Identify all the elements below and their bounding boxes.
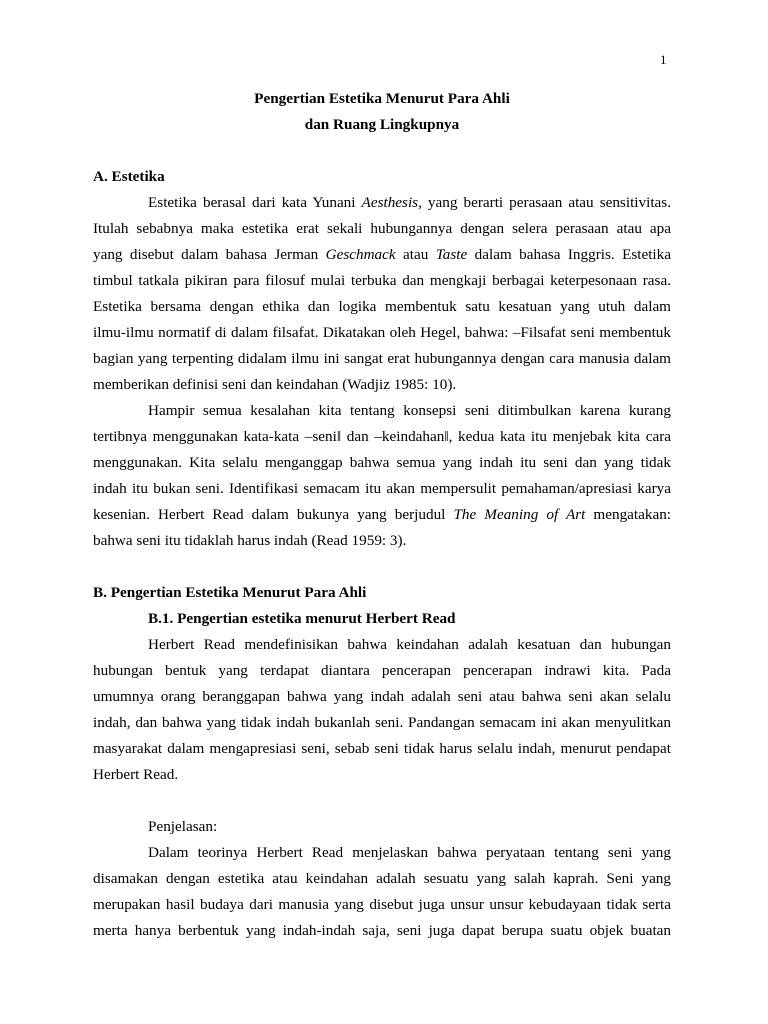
text-segment: Dalam teorinya Herbert Read menjelaskan bahwa peryataan tentang seni yang bbox=[148, 844, 671, 861]
italic-term: Aesthesis bbox=[361, 194, 419, 211]
text-line bbox=[93, 424, 671, 450]
text-line bbox=[93, 476, 671, 502]
italic-term: Taste bbox=[435, 246, 468, 263]
text-segment: yang disebut dalam bahasa Jerman bbox=[93, 246, 326, 263]
text-segment: kesenian. Herbert Read dalam bukunya yang berjudul bbox=[93, 506, 454, 523]
text-segment: merta hanya berbentuk yang indah-indah saja, seni juga dapat berupa suatu objek buatan bbox=[93, 922, 671, 939]
text-line bbox=[93, 736, 671, 762]
text-line bbox=[93, 502, 671, 528]
section-b1-paragraph-2 bbox=[93, 840, 671, 944]
text-line bbox=[93, 294, 671, 320]
text-segment: disamakan dengan estetika atau keindahan adalah sesuatu yang salah kaprah. Seni yang bbox=[93, 870, 671, 887]
text-segment: Estetika bersama dengan ethika dan logika membentuk satu kesatuan yang utuh dalam bbox=[93, 298, 671, 315]
text-line bbox=[93, 268, 671, 294]
text-segment: masyarakat dalam mengapresiasi seni, sebab seni tidak harus selalu indah, menurut pendapat bbox=[93, 740, 671, 757]
text-line bbox=[93, 242, 671, 268]
text-segment: indah itu bukan seni. Identifikasi semacam itu akan mempersulit pemahaman/apresiasi karya bbox=[93, 480, 671, 497]
text-line bbox=[93, 710, 671, 736]
document-content bbox=[93, 86, 671, 944]
text-line bbox=[93, 918, 671, 944]
italic-term: The Meaning of Art bbox=[453, 506, 586, 523]
section-b1-heading: B.1. Pengertian estetika menurut Herbert Read bbox=[148, 610, 456, 627]
document-title-line-1: Pengertian Estetika Menurut Para Ahli bbox=[254, 90, 510, 107]
text-segment: ilmu-ilmu normatif di dalam filsafat. Dikatakan oleh Hegel, bahwa: –Filsafat seni membentuk bbox=[93, 324, 671, 341]
text-line bbox=[93, 372, 671, 398]
text-segment: atau bbox=[395, 246, 436, 263]
explanation-label: Penjelasan: bbox=[148, 818, 218, 835]
text-segment: memberikan definisi seni dan keindahan (Wadjiz 1985: 10). bbox=[93, 376, 457, 393]
text-segment: bahwa seni itu tidaklah harus indah (Read 1959: 3). bbox=[93, 532, 407, 549]
text-line bbox=[93, 190, 671, 216]
page-number: 1 bbox=[660, 52, 667, 67]
text-segment: hubungan bentuk yang terdapat diantara pencerapan pencerapan indrawi kita. Pada bbox=[93, 662, 671, 679]
text-segment: indah, dan bahwa yang tidak indah bukanlah seni. Pandangan semacam ini akan menyulitkan bbox=[93, 714, 671, 731]
text-segment: , yang berarti perasaan atau sensitivitas. bbox=[418, 194, 671, 211]
text-line bbox=[93, 658, 671, 684]
text-segment: Itulah sebabnya maka estetika erat sekali hubungannya dengan selera perasaan atau apa bbox=[93, 220, 671, 237]
section-b1-paragraph-1 bbox=[93, 632, 671, 788]
text-line bbox=[93, 866, 671, 892]
text-line bbox=[93, 632, 671, 658]
text-segment: dalam bahasa Inggris. Estetika bbox=[467, 246, 671, 263]
section-a-heading: A. Estetika bbox=[93, 168, 165, 185]
document-title-line-2: dan Ruang Lingkupnya bbox=[304, 116, 460, 133]
text-line bbox=[93, 684, 671, 710]
text-segment: tertibnya menggunakan kata-kata –seni‖ dan –keindahan‖, kedua kata itu menjebak kita cara bbox=[93, 428, 671, 445]
section-a-paragraph-2 bbox=[93, 398, 671, 554]
text-segment: merupakan hasil budaya dari manusia yang disebut juga unsur unsur kebudayaan tidak serta bbox=[93, 896, 671, 913]
text-line bbox=[93, 528, 671, 554]
text-segment: Herbert Read mendefinisikan bahwa keindahan adalah kesatuan dan hubungan bbox=[148, 636, 671, 653]
text-segment: umumnya orang beranggapan bahwa yang indah adalah seni atau bahwa seni akan selalu bbox=[93, 688, 671, 705]
text-segment: menggunakan. Kita selalu menganggap bahwa semua yang indah itu seni dan yang tidak bbox=[93, 454, 671, 471]
text-line bbox=[93, 840, 671, 866]
text-line bbox=[93, 892, 671, 918]
text-line bbox=[93, 320, 671, 346]
text-segment: bagian yang terpenting didalam ilmu ini sangat erat hubungannya dengan cara manusia dalam bbox=[93, 350, 671, 367]
text-segment: mengatakan: bbox=[585, 506, 672, 523]
text-line bbox=[93, 216, 671, 242]
text-line bbox=[93, 346, 671, 372]
section-a-paragraph-1 bbox=[93, 190, 671, 398]
text-line bbox=[93, 450, 671, 476]
italic-term: Geschmack bbox=[325, 246, 396, 263]
section-b-heading: B. Pengertian Estetika Menurut Para Ahli bbox=[93, 584, 367, 601]
text-segment: Herbert Read. bbox=[93, 766, 179, 783]
text-line bbox=[93, 398, 671, 424]
text-segment: Estetika berasal dari kata Yunani bbox=[148, 194, 362, 211]
text-segment: timbul tatkala pikiran para filosuf mulai terbuka dan mengkaji berbagai keterpesonaan rasa. bbox=[93, 272, 671, 289]
text-line bbox=[93, 762, 671, 788]
text-segment: Hampir semua kesalahan kita tentang konsepsi seni ditimbulkan karena kurang bbox=[148, 402, 671, 419]
